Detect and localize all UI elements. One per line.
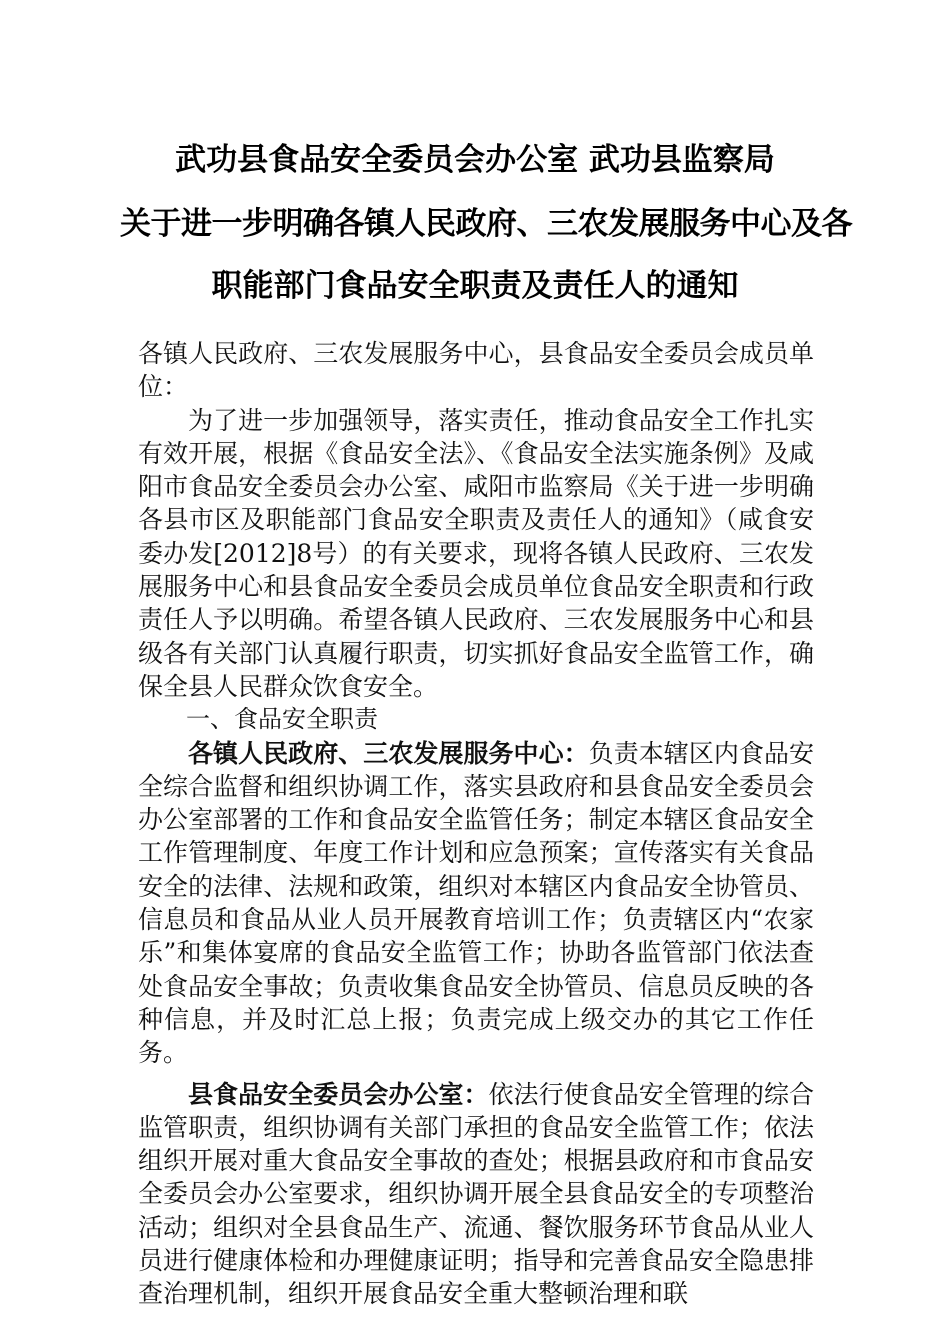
towns-duty-text: 负责本辖区内食品安全综合监督和组织协调工作，落实县政府和县食品安全委员会办公室部署的工作和食品安全监管任务；制定本辖区食品安全工作管理制度、年度工作计划和应急预案；宣传落实有关食品安全的法律、法规和政策，组织对本辖区内食品安全协管员、信息员和食品从业人员开展教育培训工作；负责辖区内“农家乐”和集体宴席的食品安全监管工作；协助各监管部门依法查处食品安全事故；负责收集食品安全协管员、信息员反映的各种信息，并及时汇总上报；负责完成上级交办的其它工作任务。 <box>138 738 814 1068</box>
towns-duty-lead: 各镇人民政府、三农发展服务中心： <box>188 738 589 768</box>
intro-paragraph: 为了进一步加强领导，落实责任，推动食品安全工作扎实有效开展，根据《食品安全法》、《食品安全法实施条例》及咸阳市食品安全委员会办公室、咸阳市监察局《关于进一步明确各县市区及职能部门食品安全职责及责任人的通知》（咸食安委办发[2012]8号）的有关要求，现将各镇人民政府、三农发展服务中心和县食品安全委员会成员单位食品安全职责和行政责任人予以明确。希望各镇人民政府、三农发展服务中心和县级各有关部门认真履行职责，切实抓好食品安全监管工作，确保全县人民群众饮食安全。 <box>138 405 814 701</box>
office-duty-lead: 县食品安全委员会办公室： <box>188 1079 489 1109</box>
title-line-2: 关于进一步明确各镇人民政府、三农发展服务中心及各 <box>120 206 852 242</box>
office-duty-paragraph <box>138 1078 814 1311</box>
office-duty-text: 依法行使食品安全管理的综合监管职责，组织协调有关部门承担的食品安全监管工作；依法组织开展对重大食品安全事故的查处；根据县政府和市食品安全委员会办公室要求，组织协调开展全县食品安全的专项整治活动；组织对全县食品生产、流通、餐饮服务环节食品从业人员进行健康体检和办理健康证明；指导和完善食品安全隐患排查治理机制，组织开展食品安全重大整顿治理和联 <box>138 1079 814 1309</box>
salutation: 各镇人民政府、三农发展服务中心，县食品安全委员会成员单位： <box>138 339 814 402</box>
section-heading-1: 一、食品安全职责 <box>186 705 378 734</box>
title-line-1: 武功县食品安全委员会办公室 武功县监察局 <box>175 142 775 178</box>
document-body <box>138 337 814 1311</box>
title-line-3: 职能部门食品安全职责及责任人的通知 <box>211 268 739 304</box>
towns-duty-paragraph <box>138 737 814 1070</box>
